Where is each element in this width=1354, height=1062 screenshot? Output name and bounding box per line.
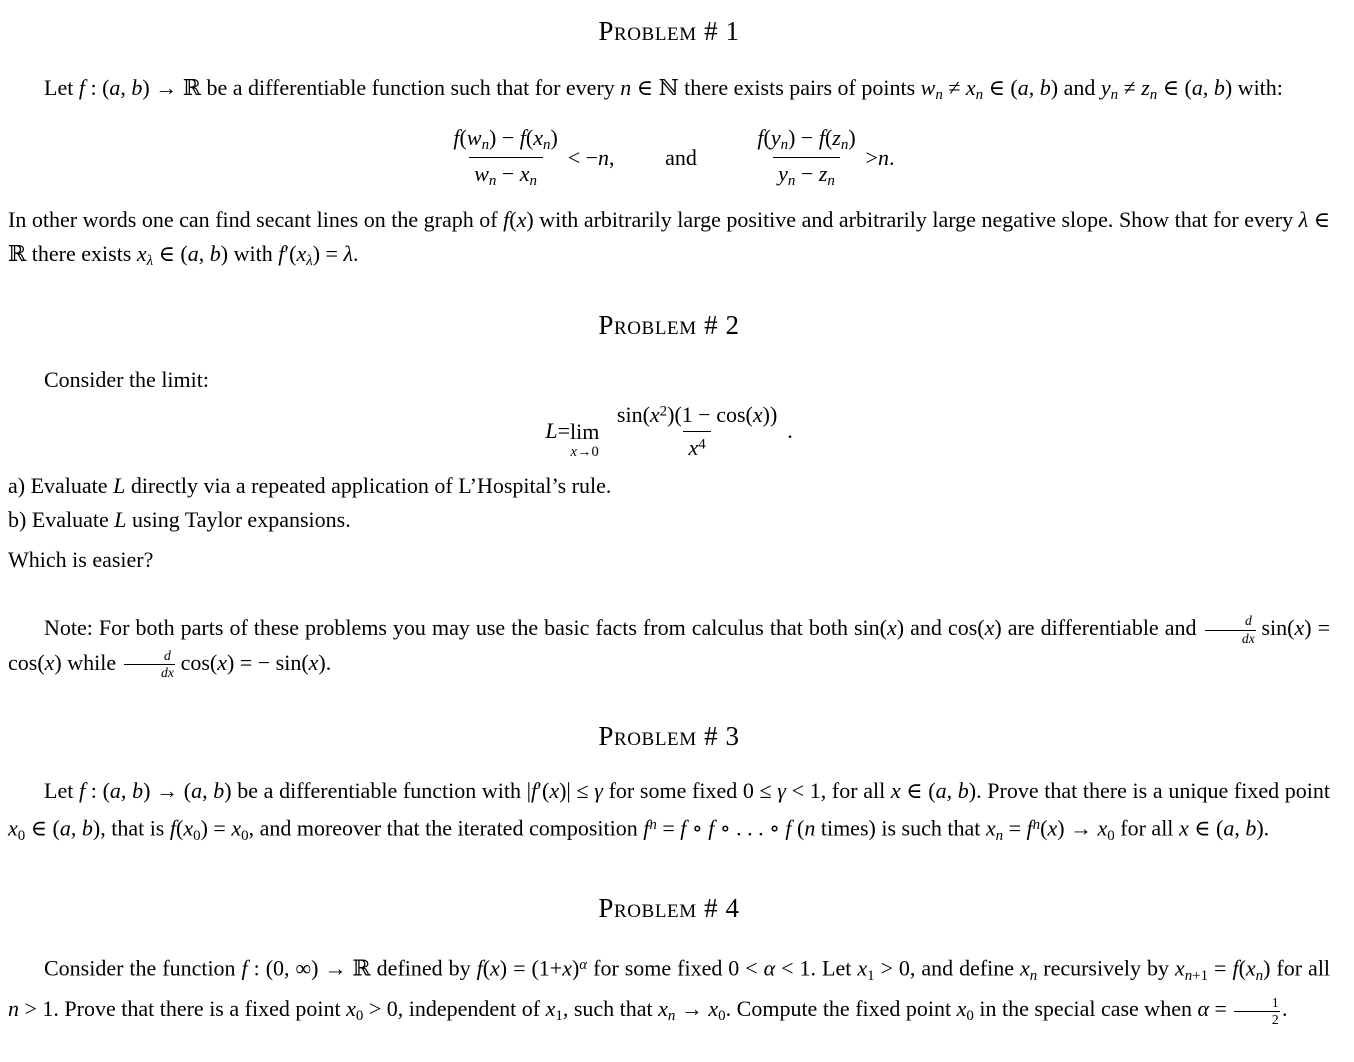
problem-3-heading: Problem # 3	[598, 720, 740, 751]
problem-1-display-equation: $\frac{f(wn) - f(xn)}{wn - xn}$ < − n , and $\frac{f(yn) - f(zn)}{yn - zn}$ > n .	[453, 125, 895, 190]
problem-4-heading: Problem # 4	[598, 892, 740, 923]
problem-1-section	[8, 16, 1330, 278]
problem-2-heading: Problem # 2	[598, 310, 740, 341]
problem-1-intro-paragraph: Let f : (a, b) → ℝ be a differentiable function such that for every n ∈ ℕ there exists pairs of points wn ≠ xn ∈ (a, b) and yn ≠ zn ∈ (a, b) with:	[44, 75, 1283, 104]
problem-1-conclusion-paragraph: In other words one can find secant lines on the graph of f(x) with arbitrarily large positive and arbitrarily large negative slope. Show that for every λ ∈ ℝ there exists xλ ∈ (a, b) with f′(xλ) = λ.	[8, 206, 1330, 270]
problem-3-section	[8, 721, 1330, 853]
problem-2-item-a: a) Evaluate L directly via a repeated application of L’Hospital’s rule.	[8, 473, 612, 499]
problem-2-item-b: b) Evaluate L using Taylor expansions.	[8, 507, 351, 533]
problem-2-lead-paragraph: Consider the limit:	[44, 367, 209, 393]
problem-2-note-paragraph: Note: For both parts of these problems you may use the basic facts from calculus that both sin(x) and cos(x) are differentiable and $\frac{d}{dx}$ sin(x) = cos(x) while $\frac{d}{dx}$ cos(x) = − sin(x).	[8, 613, 1331, 681]
problem-2-section	[8, 310, 1330, 681]
problem-2-display-equation: L = lim x→0 $\frac{\sin(x^2)(1 - \cos(x))}{x^4}$ .	[545, 402, 793, 461]
problem-3-body-paragraph: Let f : (a, b) → (a, b) be a differentiable function with |f′(x)| ≤ γ for some fixed 0 ≤ γ < 1, for all x ∈ (a, b). Prove that there is a unique fixed point x0 ∈ (a, b), that is f(x0) = x0, and moreover that the iterated composition $f^n = f$ ∘ f ∘ . . . ∘ f (n times) is such that xn = $f^n(x) \to x0$ for all x ∈ (a, b).	[8, 777, 1330, 844]
problem-4-section	[8, 893, 1330, 1034]
problem-2-question-line: Which is easier?	[8, 547, 154, 573]
problem-1-heading: Problem # 1	[598, 16, 740, 46]
problem-4-body-paragraph: Consider the function f : (0, ∞) → ℝ defined by $f(x) = (1+x)^\alpha$ for some fixed 0 < α < 1. Let x1 > 0, and define xn recursively by xn+1 = f(xn) for all n > 1. Prove that there is a fixed point x0 > 0, independent of x1, such that xn → x0. Compute the fixed point x0 in the special case when α = $\frac{1}{2}$ .	[8, 955, 1331, 1027]
